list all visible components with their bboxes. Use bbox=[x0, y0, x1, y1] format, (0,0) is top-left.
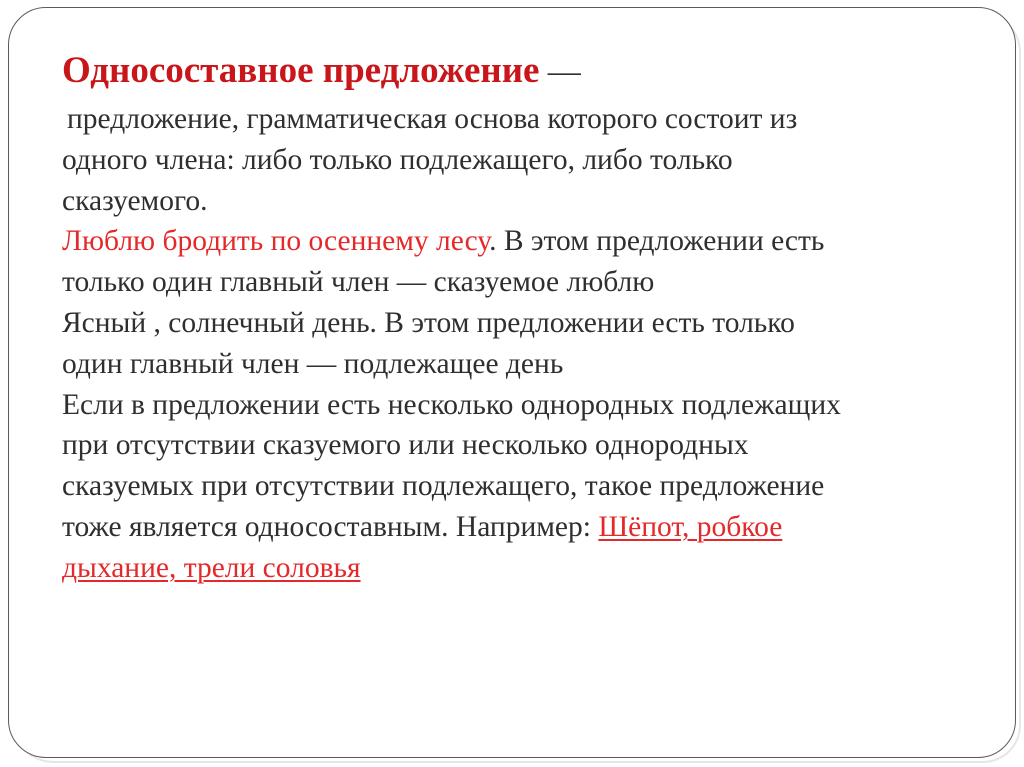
homogeneous-line-1: Если в предложении есть несколько однородных подлежащих bbox=[62, 388, 841, 421]
example-link-part-2[interactable]: дыхание, трели соловья bbox=[62, 551, 361, 584]
example-intro-line bbox=[62, 507, 982, 548]
definition-line-2: одного члена: либо только подлежащего, либо только bbox=[62, 143, 733, 176]
example1-phrase: Люблю бродить по осеннему лесу bbox=[62, 225, 490, 258]
definition-line-1: предложение, грамматическая основа которого состоит из bbox=[67, 103, 798, 135]
example2-line-2: один главный член — подлежащее день bbox=[62, 347, 564, 380]
definition-line-3: сказуемого. bbox=[62, 184, 208, 217]
example2-line-1: Ясный , солнечный день. В этом предложении есть только bbox=[62, 306, 795, 339]
example1-line-1 bbox=[62, 221, 982, 262]
slide-content bbox=[62, 45, 982, 589]
example-link-line-2 bbox=[62, 548, 982, 589]
example1-comment-start: . В этом предложении есть bbox=[489, 225, 825, 258]
title-dash: — bbox=[539, 54, 581, 90]
example1-comment-end: только один главный член — сказуемое люблю bbox=[62, 266, 655, 299]
title-line bbox=[62, 45, 982, 97]
homogeneous-line-3: сказуемых при отсутствии подлежащего, такое предложение bbox=[62, 470, 825, 503]
example-intro: тоже является односоставным. Например: bbox=[62, 510, 599, 543]
example-link-part-1[interactable]: Шёпот, робкое bbox=[598, 510, 783, 543]
slide-title: Односоставное предложение bbox=[62, 50, 540, 91]
homogeneous-line-2: при отсутствии сказуемого или несколько однородных bbox=[62, 429, 749, 462]
